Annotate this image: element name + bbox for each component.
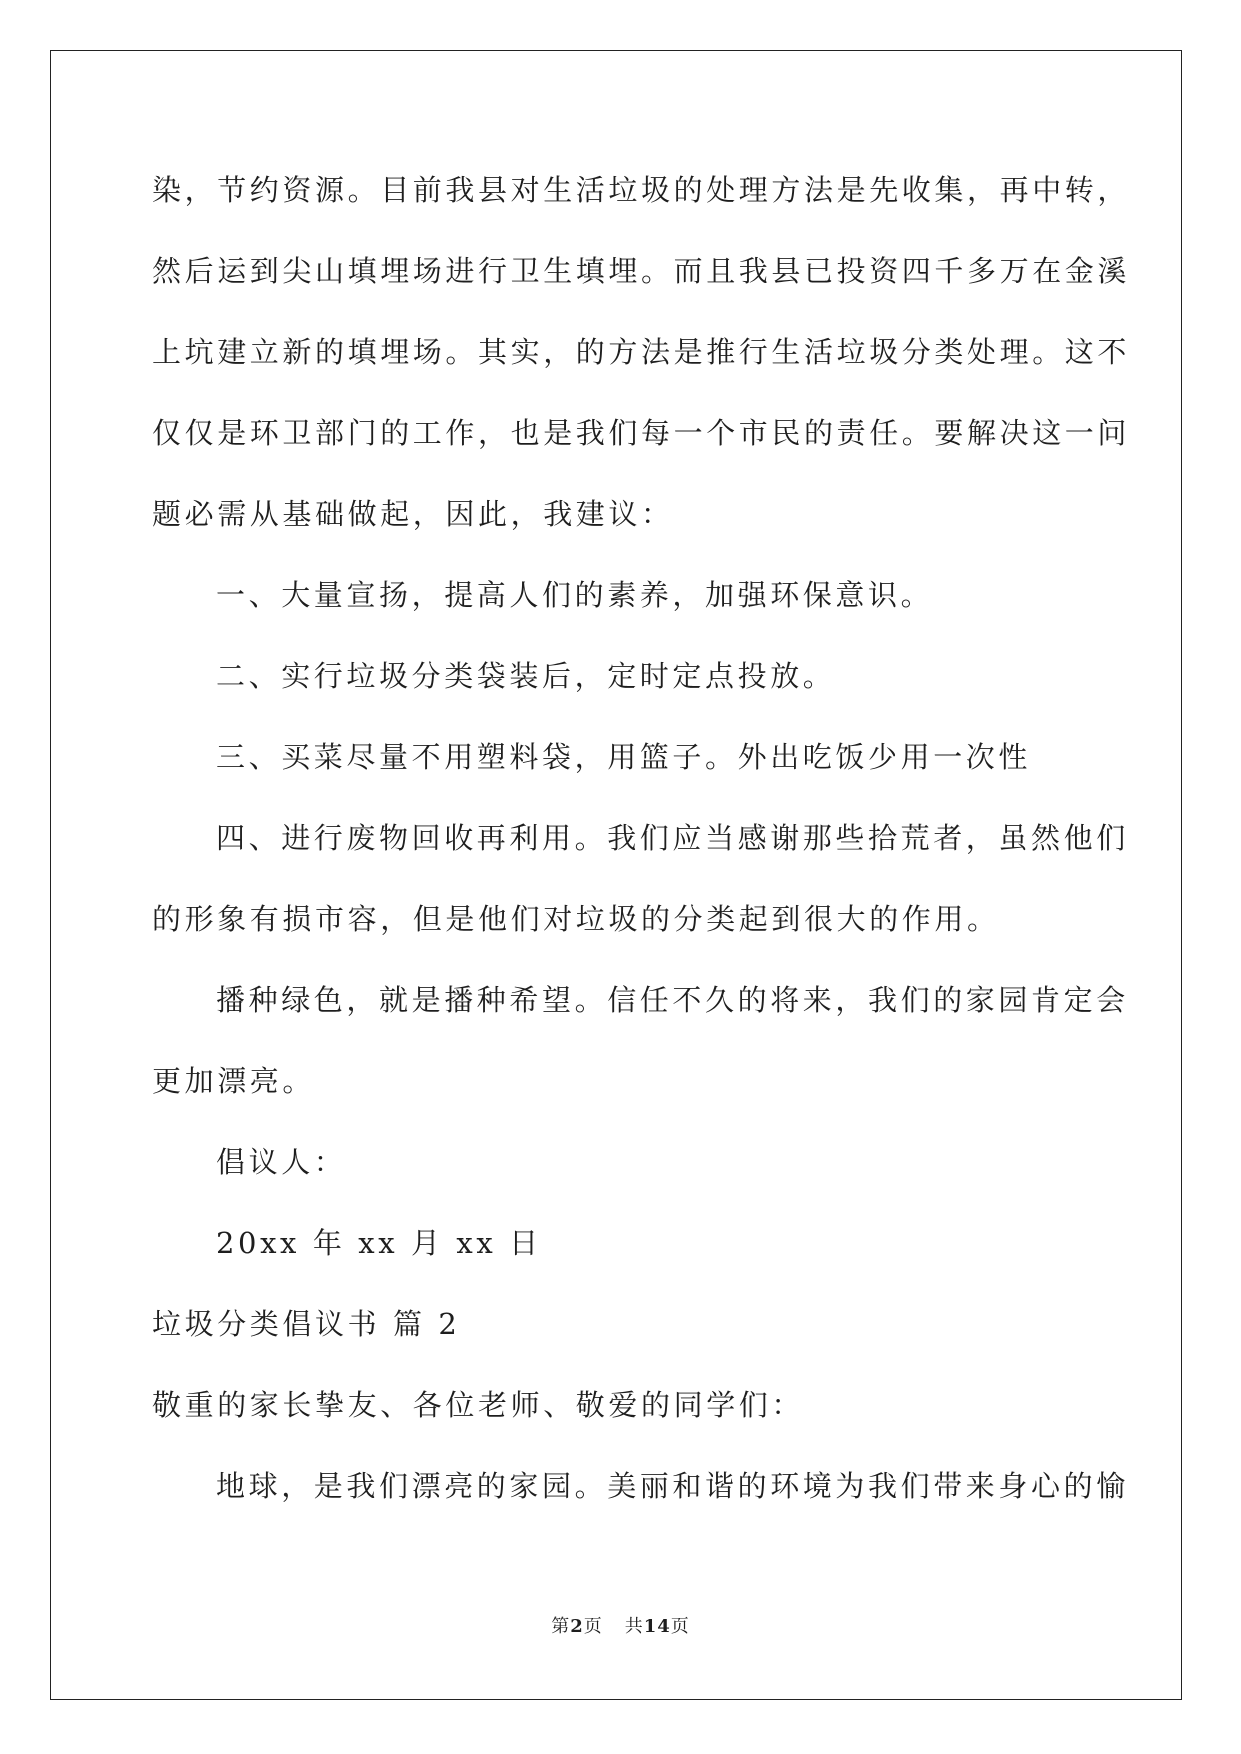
date-line: 20xx 年 xx 月 xx 日 [216, 1226, 542, 1260]
page-prefix: 第 [551, 1616, 571, 1637]
body-line: 题必需从基础做起，因此，我建议： [152, 497, 674, 531]
body-line: 更加漂亮。 [152, 1064, 316, 1098]
body-line: 的形象有损市容，但是他们对垃圾的分类起到很大的作用。 [152, 902, 1000, 936]
total-pages: 14 [643, 1616, 671, 1637]
document-body [152, 150, 1131, 1527]
suggestion-item-3: 三、买菜尽量不用塑料袋，用篮子。外出吃饭少用一次性 [216, 740, 1032, 774]
page-suffix: 页 [583, 1616, 603, 1637]
page-number: 2 [570, 1616, 584, 1637]
total-prefix: 共 [624, 1616, 644, 1637]
suggestion-item-4: 四、进行废物回收再利用。我们应当感谢那些拾荒者，虽然他们 [216, 821, 1129, 855]
suggestion-item-1: 一、大量宣扬，提高人们的素养，加强环保意识。 [216, 578, 934, 612]
page-footer [0, 1612, 1241, 1638]
body-line: 地球，是我们漂亮的家园。美丽和谐的环境为我们带来身心的愉 [216, 1469, 1129, 1503]
signatory-label: 倡议人： [216, 1145, 347, 1179]
body-line: 仅仅是环卫部门的工作，也是我们每一个市民的责任。要解决这一问 [152, 416, 1131, 450]
suggestion-item-2: 二、实行垃圾分类袋装后，定时定点投放。 [216, 659, 836, 693]
closing-paragraph: 播种绿色，就是播种希望。信任不久的将来，我们的家园肯定会 [216, 983, 1129, 1017]
body-line: 然后运到尖山填埋场进行卫生填埋。而且我县已投资四千多万在金溪 [152, 254, 1131, 288]
total-suffix: 页 [670, 1616, 690, 1637]
body-line: 染，节约资源。目前我县对生活垃圾的处理方法是先收集，再中转， [152, 173, 1131, 207]
section-heading: 垃圾分类倡议书 篇 2 [152, 1307, 461, 1341]
body-line: 上坑建立新的填埋场。其实，的方法是推行生活垃圾分类处理。这不 [152, 335, 1131, 369]
salutation: 敬重的家长挚友、各位老师、敬爱的同学们： [152, 1388, 805, 1422]
